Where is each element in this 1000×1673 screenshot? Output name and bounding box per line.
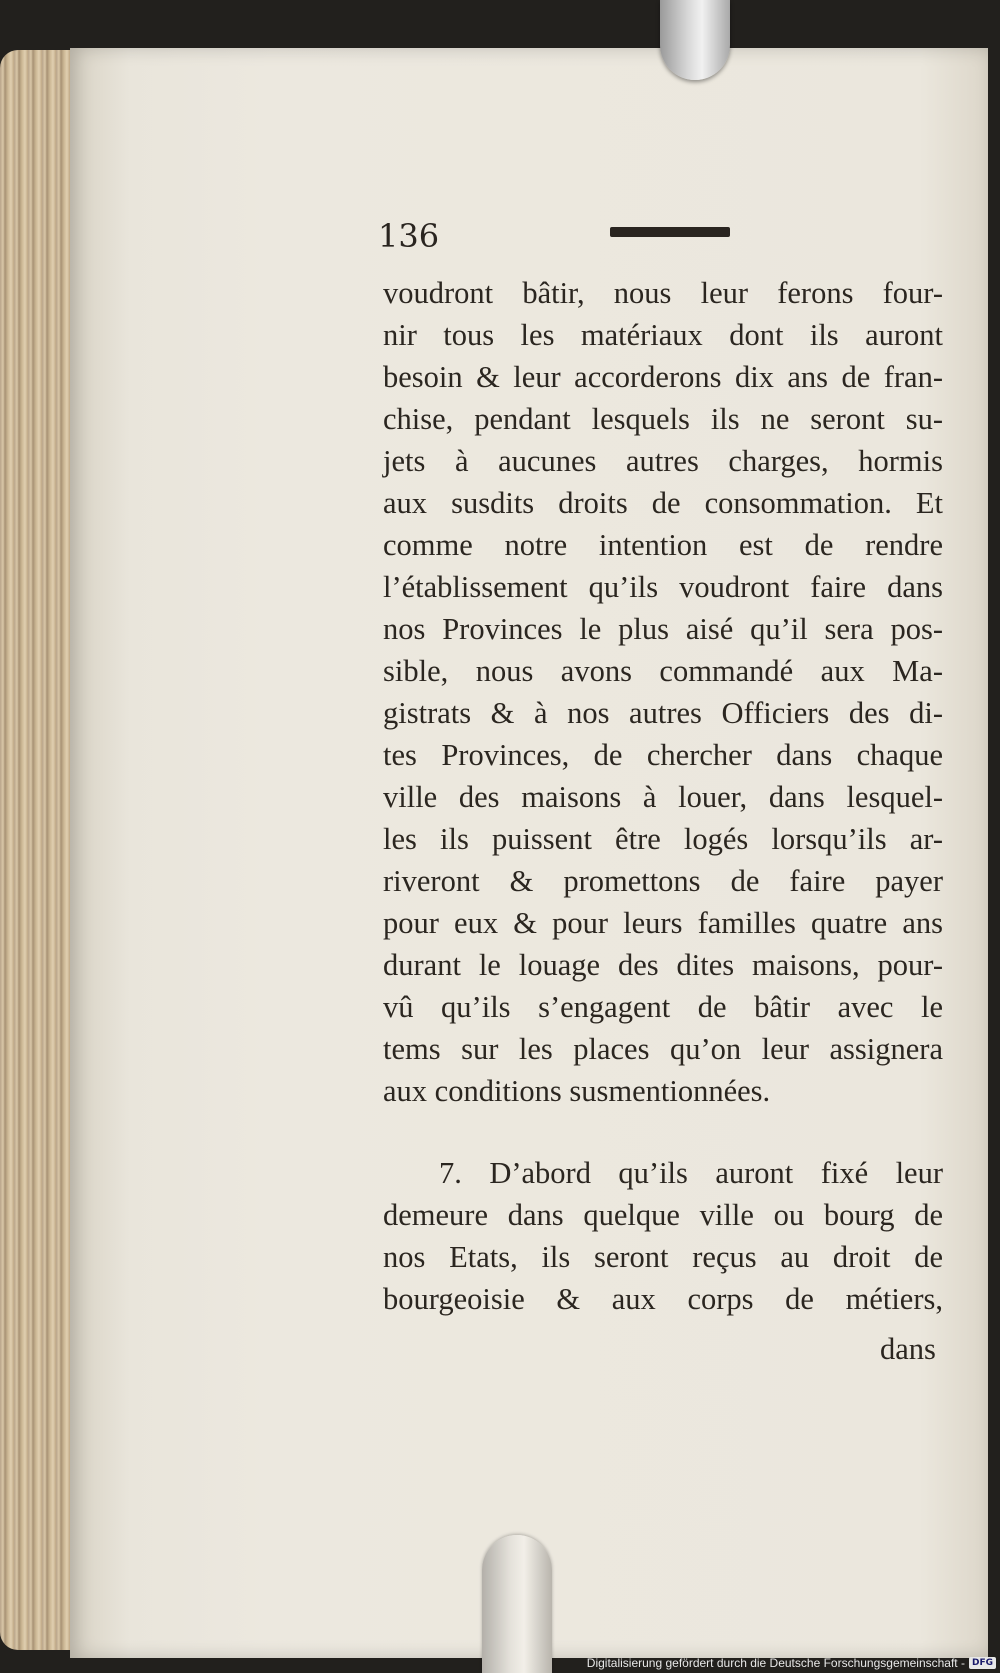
text-line: chise, pendant lesquels ils ne seront su- (383, 402, 943, 436)
text-line: bourgeoisie & aux corps de métiers, (383, 1282, 943, 1316)
page-number: 136 (378, 217, 440, 255)
header-rule (610, 227, 730, 237)
digitization-credit (587, 1656, 996, 1670)
text-line: les ils puissent être logés lorsqu’ils ar- (383, 822, 943, 856)
paragraph-gap (383, 1112, 943, 1152)
body-text (383, 272, 943, 1320)
text-line: nos Provinces le plus aisé qu’il sera pos- (383, 612, 943, 646)
text-line: besoin & leur accorderons dix ans de fran- (383, 360, 943, 394)
text-line: pour eux & pour leurs familles quatre ans (383, 906, 943, 940)
page-clip-top (660, 0, 730, 80)
text-line: nos Etats, ils seront reçus au droit de (383, 1240, 943, 1274)
text-line: tes Provinces, de chercher dans chaque (383, 738, 943, 772)
text-line: ville des maisons à louer, dans lesquel- (383, 780, 943, 814)
text-line: demeure dans quelque ville ou bourg de (383, 1198, 943, 1232)
text-line: voudront bâtir, nous leur ferons four- (383, 276, 943, 310)
catchword: dans (880, 1332, 936, 1366)
text-line: comme notre intention est de rendre (383, 528, 943, 562)
page-header (378, 217, 948, 257)
text-line: durant le louage des dites maisons, pour- (383, 948, 943, 982)
dfg-logo-icon: DFG (969, 1657, 996, 1669)
text-line: nir tous les matériaux dont ils auront (383, 318, 943, 352)
text-line: aux susdits droits de consommation. Et (383, 486, 943, 520)
text-line: 7. D’abord qu’ils auront fixé leur (439, 1156, 943, 1190)
credit-text: Digitalisierung gefördert durch die Deutsche Forschungsgemeinschaft - (586, 1656, 965, 1670)
text-line: riveront & promettons de faire payer (383, 864, 943, 898)
text-line: l’établissement qu’ils voudront faire dans (383, 570, 943, 604)
text-line: gistrats & à nos autres Officiers des di- (383, 696, 943, 730)
text-line: tems sur les places qu’on leur assignera (383, 1032, 943, 1066)
page-clip-bottom (482, 1535, 552, 1673)
text-line: jets à aucunes autres charges, hormis (383, 444, 943, 478)
text-line: vû qu’ils s’engagent de bâtir avec le (383, 990, 943, 1024)
text-line: aux conditions susmentionnées. (383, 1074, 771, 1108)
text-line: sible, nous avons commandé aux Ma- (383, 654, 943, 688)
